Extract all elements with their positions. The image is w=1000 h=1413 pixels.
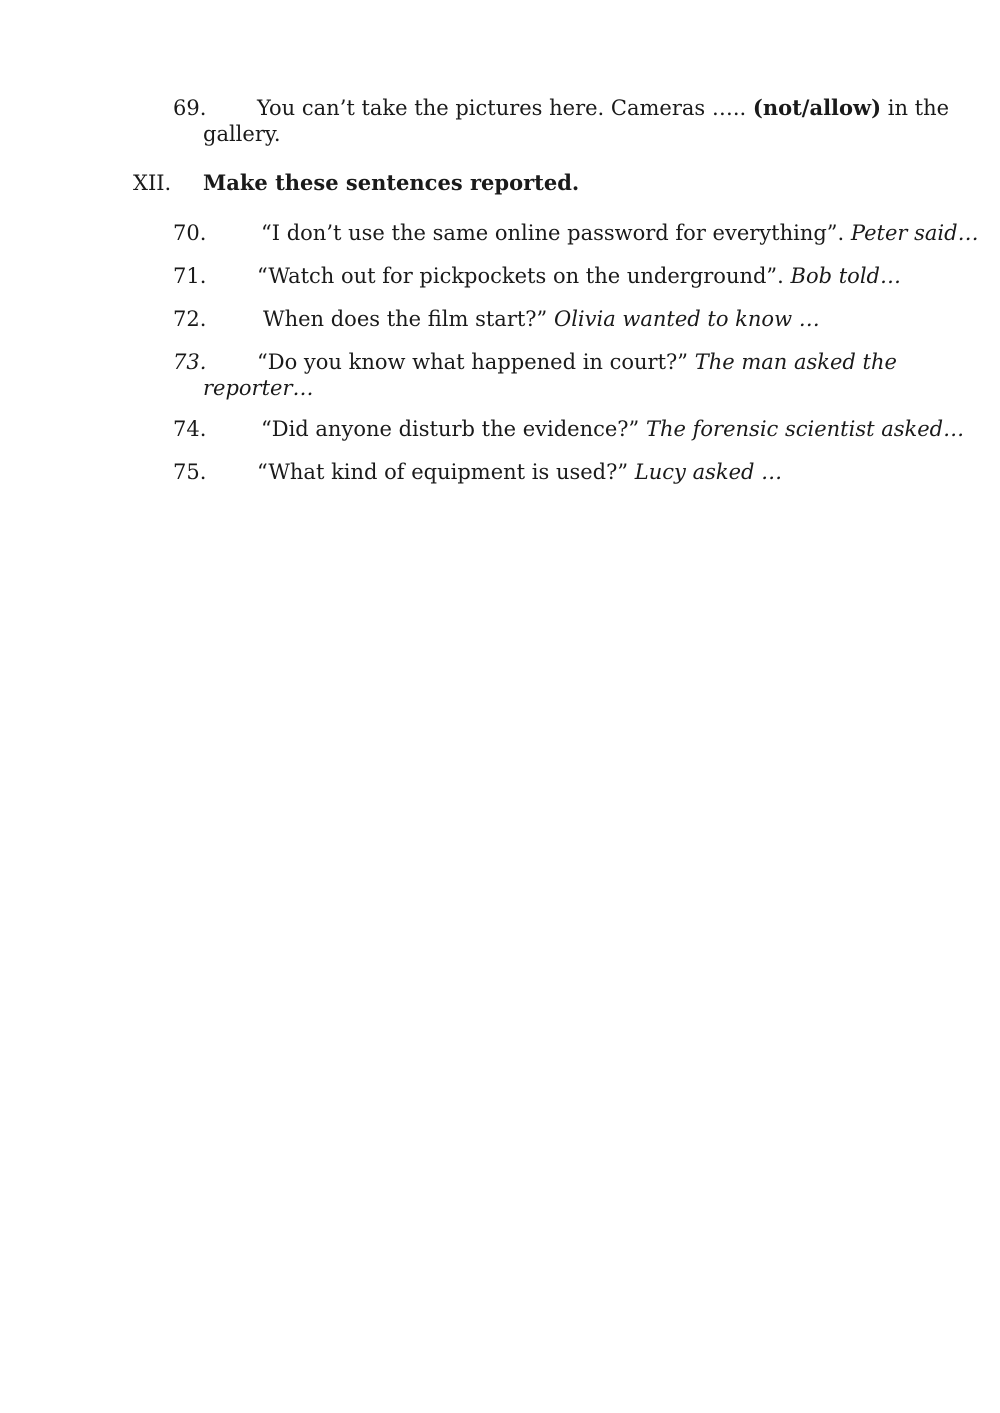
verb-hint: (not/allow): [752, 95, 882, 120]
section-title: Make these sentences reported.: [203, 170, 580, 195]
section-heading: [133, 170, 579, 196]
report-prompt-continued: reporter…: [203, 376, 314, 400]
question-70: [173, 220, 979, 246]
question-text: You can’t take the pictures here. Cameras …..: [257, 96, 747, 120]
question-number: 74.: [173, 417, 207, 441]
quote-text: When does the film start?”: [263, 307, 548, 331]
question-text-end: in the: [887, 96, 950, 120]
question-72: [173, 306, 933, 332]
question-75: [173, 459, 933, 485]
quote-text: “What kind of equipment is used?”: [257, 460, 629, 484]
question-text-continued: gallery.: [203, 122, 281, 146]
report-prompt: The man asked the: [694, 350, 897, 374]
report-prompt: Bob told…: [790, 264, 901, 288]
question-73: [173, 349, 933, 401]
section-number: XII.: [133, 171, 172, 195]
question-number: 72.: [173, 307, 207, 331]
question-74: [173, 416, 965, 442]
question-71: [173, 263, 933, 289]
question-number: 70.: [173, 221, 207, 245]
quote-text: “Do you know what happened in court?”: [257, 350, 689, 374]
report-prompt: Olivia wanted to know …: [553, 307, 820, 331]
question-number: 73.: [173, 350, 207, 374]
quote-text: “I don’t use the same online password for everything”.: [261, 221, 845, 245]
question-69: [173, 95, 950, 147]
quote-text: “Did anyone disturb the evidence?”: [261, 417, 640, 441]
quote-text: “Watch out for pickpockets on the underground”.: [257, 264, 784, 288]
report-prompt: Peter said…: [850, 221, 979, 245]
question-number: 71.: [173, 264, 207, 288]
question-number: 75.: [173, 460, 207, 484]
question-number: 69.: [173, 96, 207, 120]
report-prompt: Lucy asked …: [634, 460, 783, 484]
report-prompt: The forensic scientist asked…: [646, 417, 965, 441]
